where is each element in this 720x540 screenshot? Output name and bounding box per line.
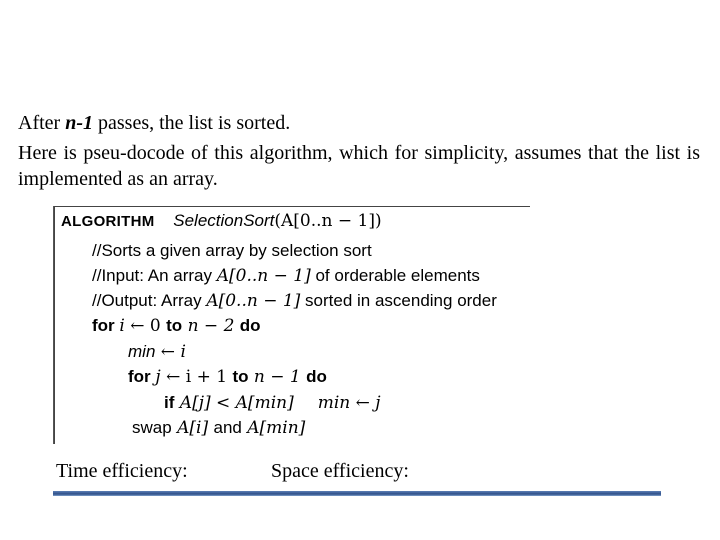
if-keyword: if (164, 393, 175, 412)
space-efficiency-label: Space efficiency: (271, 460, 409, 482)
intro-line-1-prefix: After (18, 112, 66, 134)
bottom-divider-bar (53, 491, 661, 496)
outer-for-line (92, 315, 261, 337)
algorithm-box (53, 206, 530, 444)
do-keyword: do (239, 316, 261, 335)
min-assign-line (128, 341, 186, 363)
intro-text (18, 110, 700, 192)
loop-var-i: i (119, 316, 125, 336)
for2-bound: n − 1 (248, 367, 307, 387)
for1-bound: n − 2 (182, 316, 240, 336)
for1-assign: ← 0 (124, 316, 167, 336)
to-keyword: to (166, 316, 183, 335)
do-keyword-inner: do (306, 367, 327, 386)
comment-output-c: sorted in ascending order (300, 291, 497, 310)
inner-for-line (128, 366, 327, 388)
comment-input-array: A[0..n − 1] (216, 266, 311, 286)
to-keyword-inner: to (232, 367, 249, 386)
comment-output (92, 290, 497, 312)
algorithm-args: (A[0..n − 1]) (274, 211, 382, 231)
min-var: min (128, 342, 156, 361)
if-then: min ← j (317, 393, 381, 413)
comment-sorts: //Sorts a given array by selection sort (92, 241, 372, 260)
passes-count: n-1 (65, 112, 93, 134)
comment-output-a: //Output: Array (92, 291, 207, 310)
intro-line-2: Here is pseu-docode of this algorithm, which for simplicity, assumes that the list is implemented as an array. (18, 142, 700, 190)
intro-line-1 (18, 110, 700, 136)
swap-keyword: swap (132, 418, 172, 437)
algorithm-header (61, 210, 382, 233)
intro-line-1-suffix: passes, the list is sorted. (93, 112, 291, 134)
algorithm-left-rule (54, 206, 55, 444)
for-keyword-inner: for (128, 367, 151, 386)
comment-output-array: A[0..n − 1] (206, 291, 301, 311)
swap-and: and (213, 418, 242, 437)
comment-input-a: //Input: An array (92, 266, 217, 285)
time-efficiency-label: Time efficiency: (56, 460, 188, 482)
algorithm-name: SelectionSort (173, 211, 275, 230)
for-keyword: for (92, 316, 115, 335)
for2-assign: ← i + 1 (160, 367, 233, 387)
min-assign-rest: ← i (155, 342, 186, 362)
if-condition: A[j] < A[min] (174, 393, 294, 413)
comment-input-c: of orderable elements (310, 266, 480, 285)
swap-a: A[i] (171, 418, 214, 438)
swap-line (132, 417, 305, 439)
loop-var-j: j (155, 367, 161, 387)
algorithm-top-rule (54, 206, 530, 207)
comment-input (92, 265, 480, 287)
swap-b: A[min] (241, 418, 306, 438)
if-line (164, 392, 381, 414)
algorithm-keyword: ALGORITHM (61, 213, 155, 230)
